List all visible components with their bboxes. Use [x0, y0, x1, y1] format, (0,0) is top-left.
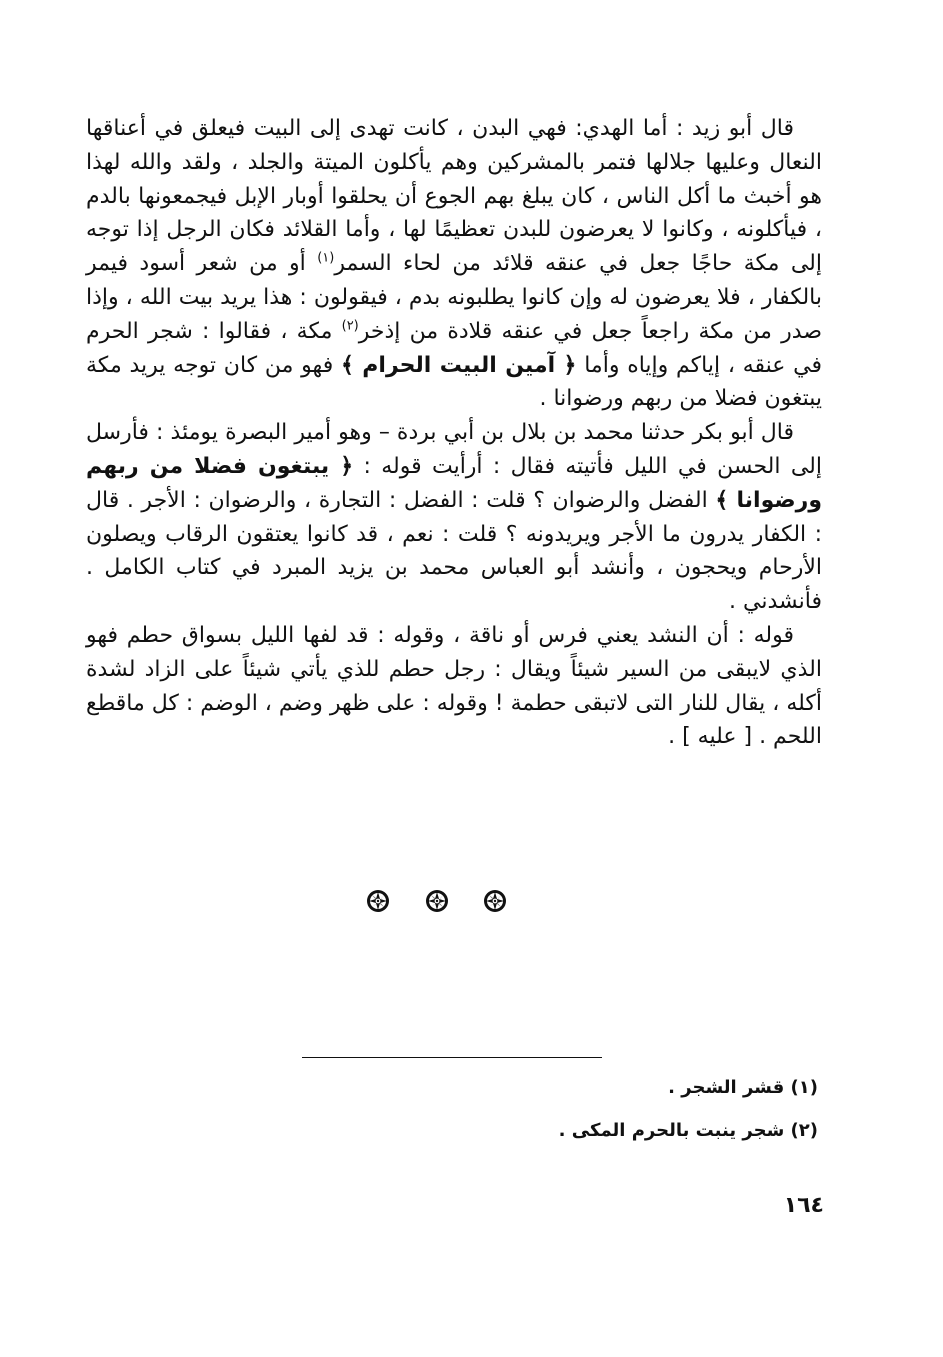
footnote-marker-1: (١) [317, 250, 335, 266]
footnote-marker-2: (٢) [341, 318, 359, 334]
paragraph-text: فهو من كان توجه يريد مكة يبتغون فضلا من ربهم ورضوانا . [86, 352, 822, 412]
quran-quote: ﴿ يبتغون فضلا من ربهم ورضوانا ﴾ [86, 453, 822, 513]
paragraph-text: مكة ، فقالوا : شجر الحرم في عنقه ، إياكم وإياه وأما [86, 318, 823, 378]
paragraph-hady [86, 112, 822, 416]
paragraph-abu-bakr [86, 416, 822, 619]
section-divider [0, 888, 943, 918]
main-text [86, 112, 822, 754]
quran-quote: ﴿ آمين البيت الحرام ﴾ [340, 352, 577, 378]
rosette-ornament-icon [424, 888, 450, 914]
paragraph-qawluhu [86, 619, 822, 754]
paragraph-text: قال أبو بكر حدثنا محمد بن بلال بن أبي بردة – وهو أمير البصرة يومئذ : فأرسل إلى الحسن في الليل فأتيته فقال : أرأيت قوله : [86, 420, 822, 479]
paragraph-text: قوله : أن النشد يعني فرس أو ناقة ، وقوله : قد لفها الليل بسواق حطم فهو الذي لايبقى من السير شيئاً ويقال : رجل حطم للذي يأتي شيئاً على الزاد لشدة أكله ، يقال للنار التى لاتبقى حطمة ! وقوله : على ظهر وضم ، الوضم : كل ماقطع اللحم . [ عليه ] . [86, 622, 822, 750]
footnote-1: (١) قشر الشجر . [668, 1077, 818, 1098]
footnote-separator [302, 1057, 602, 1058]
paragraph-text: أو من شعر أسود فيمر بالكفار ، فلا يعرضون له وإن كانوا يطلبونه بدم ، فيقولون : هذا يريد بيت الله ، وإذا صدر من مكة راجعاً جعل في عنقه قلادة من إذخر [86, 251, 822, 344]
rosette-ornament-icon [365, 888, 391, 914]
paragraph-text: الفضل والرضوان ؟ قلت : الفضل : التجارة ، والرضوان : الأجر . قال : الكفار يدرون ما الأجر ويريدونه ؟ قلت : نعم ، قد كانوا يعتقون الرقاب ويصلون الأرحام ويحجون ، وأنشد أبو العباس محمد بن يزيد المبرد في كتاب الكامل . فأنشدني . [86, 487, 822, 615]
rosette-ornament-icon [482, 888, 508, 914]
page-number: ١٦٤ [783, 1193, 824, 1218]
footnote-2: (٢) شجر ينبت بالحرم المكى . [558, 1120, 818, 1141]
paragraph-text: قال أبو زيد : أما الهدي: فهي البدن ، كانت تهدى إلى البيت فيعلق في أعناقها النعال وعليها جلالها فتمر بالمشركين وهم يأكلون الميتة والجلد ، ولقد والله لهذا هو أخبث ما أكل الناس ، كان يبلغ بهم الجوع أن يحلقوا أوبار الإبل فيجمعونها بالدم ، فيأكلونه ، وكانوا لا يعرضون للبدن تعظيمًا لها ، وأما القلائد فكان الرجل إذا توجه إلى مكة حاجًا جعل في عنقه قلائد من لحاء السمر [86, 116, 822, 277]
